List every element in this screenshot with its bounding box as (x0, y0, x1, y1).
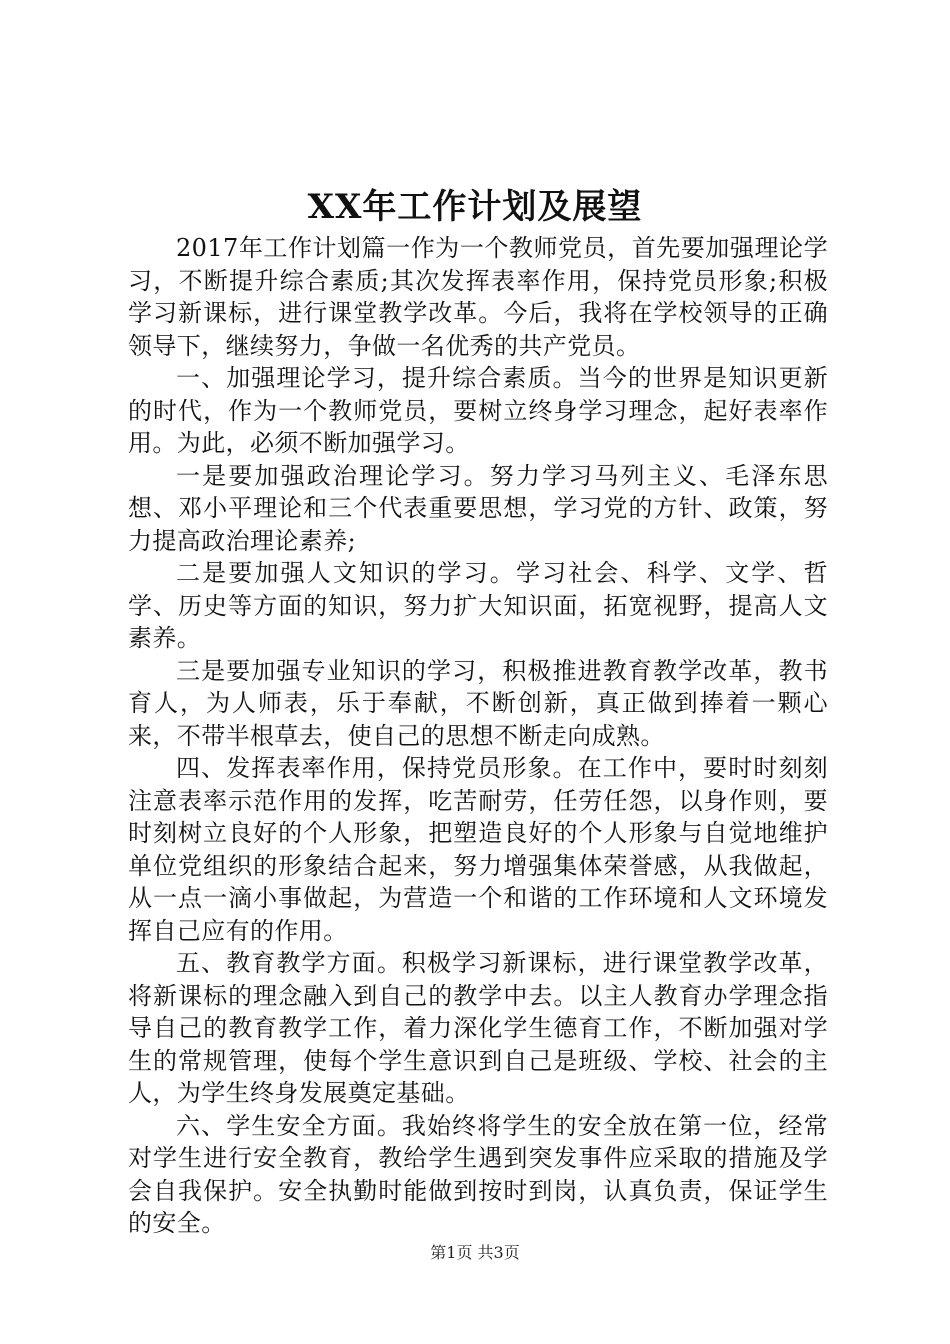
page-footer: 第1页 共3页 (430, 1243, 520, 1262)
paragraph-theory-study: 一、加强理论学习，提升综合素质。当今的世界是知识更新的时代，作为一个教师党员，要树立终身学习理念，起好表率作用。为此，必须不断加强学习。 (128, 364, 828, 457)
paragraph-professional-knowledge: 三是要加强专业知识的学习，积极推进教育教学改革，教书育人，为人师表，乐于奉献，不断创新，真正做到捧着一颗心来，不带半根草去，使自己的思想不断走向成熟。 (128, 656, 828, 750)
paragraph-intro: 2017年工作计划篇一作为一个教师党员，首先要加强理论学习，不断提升综合素质;其次发挥表率作用，保持党员形象;积极学习新课标，进行课堂教学改革。今后，我将在学校领导的正确领导下，继续努力，争做一名优秀的共产党员。 (128, 234, 828, 360)
paragraph-role-model: 四、发挥表率作用，保持党员形象。在工作中，要时时刻刻注意表率示范作用的发挥，吃苦耐劳，任劳任怨，以身作则，要时刻树立良好的个人形象，把塑造良好的个人形象与自觉地维护单位党组织的形象结合起来，努力增强集体荣誉感，从我做起，从一点一滴小事做起，为营造一个和谐的工作环境和人文环境发挥自己应有的作用。 (128, 754, 828, 945)
document-body (128, 232, 828, 1240)
paragraph-teaching: 五、教育教学方面。积极学习新课标，进行课堂教学改革，将新课标的理念融入到自己的教学中去。以主人教育办学理念指导自己的教育教学工作，着力深化学生德育工作，不断加强对学生的常规管理，使每个学生意识到自己是班级、学校、社会的主人，为学生终身发展奠定基础。 (128, 949, 828, 1107)
paragraph-student-safety: 六、学生安全方面。我始终将学生的安全放在第一位，经常对学生进行安全教育，教给学生遇到突发事件应采取的措施及学会自我保护。安全执勤时能做到按时到岗，认真负责，保证学生的安全。 (128, 1111, 828, 1237)
paragraph-political-theory: 一是要加强政治理论学习。努力学习马列主义、毛泽东思想、邓小平理论和三个代表重要思想，学习党的方针、政策，努力提高政治理论素养; (128, 461, 828, 555)
paragraph-humanities: 二是要加强人文知识的学习。学习社会、科学、文学、哲学、历史等方面的知识，努力扩大知识面，拓宽视野，提高人文素养。 (128, 559, 828, 652)
document-title: XX年工作计划及展望 (307, 187, 643, 227)
